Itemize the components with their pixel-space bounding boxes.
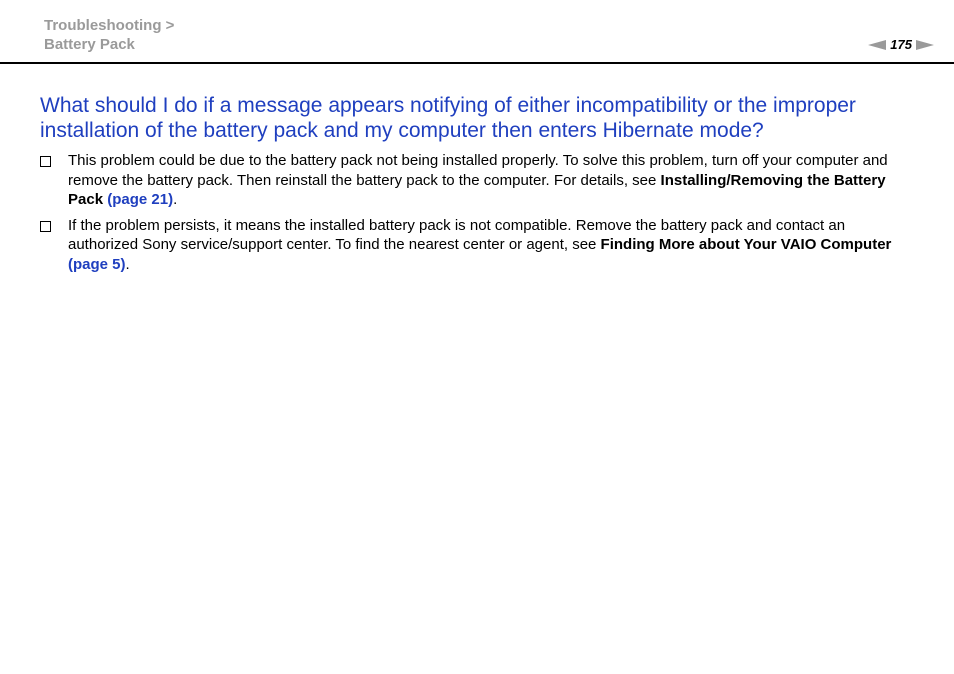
answer-list <box>40 151 914 280</box>
item-reference-title: Finding More about Your VAIO Computer <box>600 236 892 253</box>
page-link[interactable]: (page 5) <box>68 255 126 273</box>
checkbox-bullet-icon <box>40 221 51 232</box>
page-title: What should I do if a message appears notifying of either incompatibility or the improper installation of the battery pack and my computer then enters Hibernate mode? <box>40 94 856 142</box>
next-page-arrow-icon[interactable] <box>916 40 934 50</box>
item-end: . <box>125 255 130 273</box>
item-body-text: If the problem persists, it means the installed battery pack is not compatible. Remove the battery pack and contact an authorized Sony service/support center. To find the nearest center or agent, see <box>68 216 846 253</box>
item-body-text: This problem could be due to the battery pack not being installed properly. To solve this problem, turn off your computer and remove the battery pack. Then reinstall the battery pack to the computer. For details, see <box>68 152 888 189</box>
header-divider <box>0 62 954 64</box>
page-link[interactable]: (page 21) <box>107 191 174 208</box>
list-item <box>40 216 914 275</box>
list-item-text <box>68 216 914 275</box>
breadcrumb <box>44 16 174 54</box>
pager <box>868 37 934 53</box>
breadcrumb-page: Battery Pack <box>44 36 135 53</box>
breadcrumb-section: Troubleshooting > <box>44 17 175 34</box>
list-item <box>40 151 914 210</box>
checkbox-bullet-icon <box>40 156 51 167</box>
item-reference-title: Installing/Removing the Battery Pack <box>68 171 886 208</box>
item-end: . <box>173 191 178 208</box>
list-item-text <box>68 151 914 210</box>
page-number: 175 <box>890 37 912 52</box>
previous-page-arrow-icon[interactable] <box>868 40 886 50</box>
